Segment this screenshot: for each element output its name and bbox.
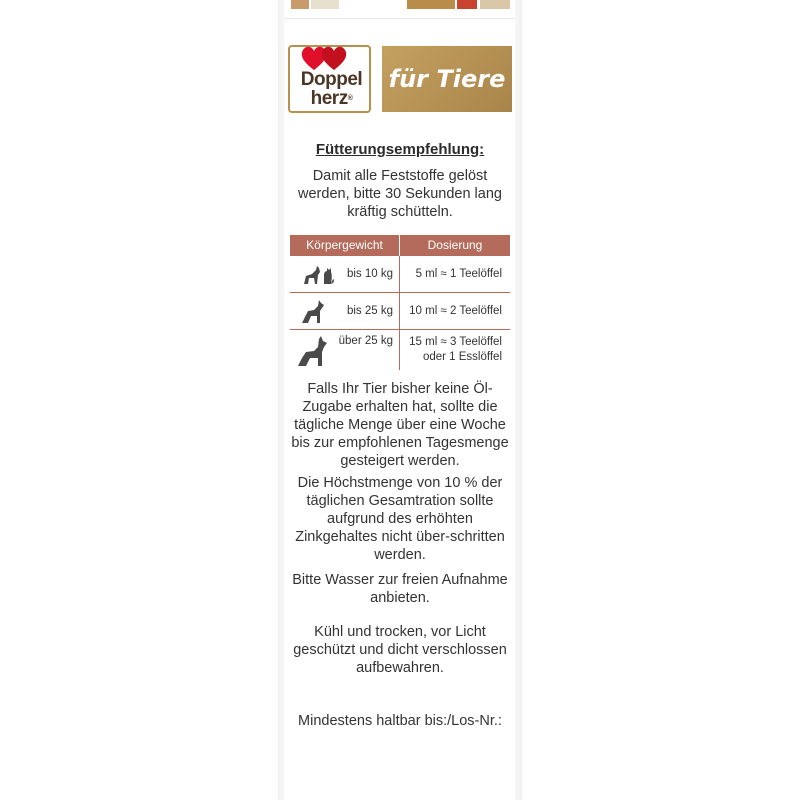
feeding-recommendation-title: Fütterungsempfehlung: (315, 141, 485, 158)
registered-mark: ® (347, 95, 353, 102)
water-paragraph: Bitte Wasser zur freien Aufnahme anbieten. (292, 572, 508, 606)
header-body-weight: Körpergewicht (290, 235, 400, 256)
fuer-tiere-label: für Tiere (388, 65, 506, 93)
logo-text-herz-word: herz (310, 88, 348, 109)
double-heart-icon (300, 44, 356, 72)
dosage-cell (400, 330, 510, 370)
fuer-tiere-banner (382, 46, 512, 112)
flap-print-strip (311, 0, 339, 9)
flap-print-strip (457, 0, 477, 9)
flap-print-strip (291, 0, 309, 9)
dosage-table (290, 235, 510, 370)
weight-cell (290, 256, 400, 292)
storage-paragraph: Kühl und trocken, vor Licht geschützt und dicht verschlossen aufbewahren. (293, 624, 507, 676)
best-before-label: Mindestens haltbar bis:/Los-Nr.: (298, 713, 502, 729)
weight-label: über 25 kg (338, 335, 393, 347)
shake-instruction-text: Damit alle Feststoffe gelöst werden, bitte 30 Sekunden lang kräftig schütteln. (298, 168, 502, 220)
logo-text-herz (295, 89, 368, 109)
doppelherz-logo (288, 45, 371, 113)
logo-text-doppel: Doppel (300, 69, 363, 90)
box-top-flap (285, 0, 515, 19)
dosage-cell: 10 ml ≈ 2 Teelöffel (409, 305, 502, 317)
weight-cell (290, 330, 400, 370)
weight-label: bis 25 kg (346, 305, 393, 317)
table-row (290, 293, 510, 330)
maximum-amount-paragraph: Die Höchstmenge von 10 % der täglichen Gesamtration sollte aufgrund des erhöhten Zinkgehaltes nicht über-schritten werden. (295, 475, 505, 563)
dosage-cell: 5 ml ≈ 1 Teelöffel (415, 268, 502, 280)
flap-print-strip (407, 0, 455, 9)
medium-dog-icon (300, 297, 328, 325)
header-dosage: Dosierung (427, 238, 483, 252)
small-dog-and-cat-icon (302, 262, 336, 286)
dosage-line: 15 ml ≈ 3 Teelöffel (409, 336, 502, 348)
table-row (290, 330, 510, 370)
weight-cell (290, 293, 400, 329)
adaptation-paragraph: Falls Ihr Tier bisher keine Öl-Zugabe erhalten hat, sollte die tägliche Menge über eine Woche bis zur empfohlenen Tagesmenge gesteigert werden. (291, 381, 509, 469)
dosage-table-header (290, 235, 510, 256)
table-row (290, 256, 510, 293)
large-dog-icon (296, 334, 330, 368)
weight-label: bis 10 kg (346, 268, 393, 280)
flap-print-strip (480, 0, 510, 9)
dosage-line: oder 1 Esslöffel (422, 351, 502, 363)
